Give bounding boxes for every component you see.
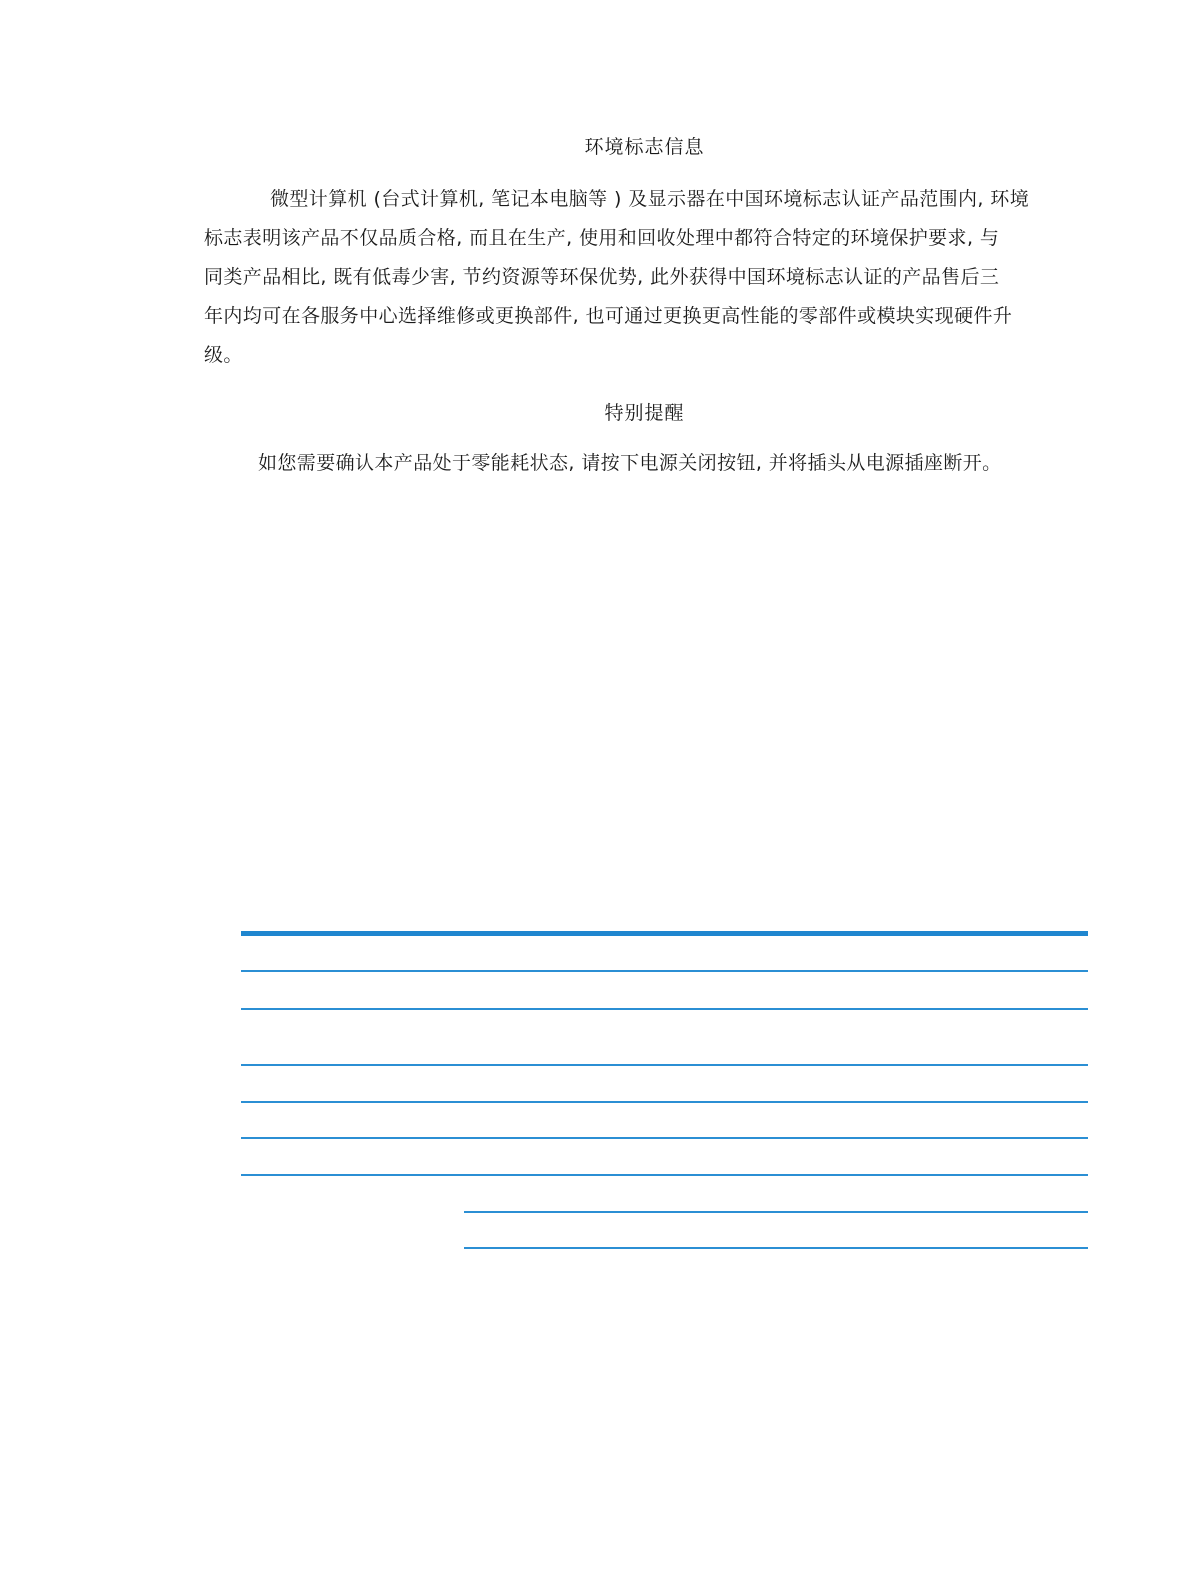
paragraph-line: 同类产品相比, 既有低毒少害, 节约资源等环保优势, 此外获得中国环境标志认证的产品售后三 xyxy=(204,266,1000,288)
table-top-rule xyxy=(241,931,1088,936)
environment-label-title: 环境标志信息 xyxy=(584,136,705,158)
paragraph-line: 标志表明该产品不仅品质合格, 而且在生产, 使用和回收处理中都符合特定的环境保护要求, 与 xyxy=(204,227,1000,249)
table-row-divider xyxy=(241,1008,1088,1010)
table-row-divider xyxy=(464,1247,1088,1249)
table-row-divider xyxy=(241,1174,1088,1176)
table-row-divider xyxy=(464,1211,1088,1213)
table-row-divider xyxy=(241,1137,1088,1139)
special-reminder-title: 特别提醒 xyxy=(604,402,685,424)
paragraph-line: 年内均可在各服务中心选择维修或更换部件, 也可通过更换更高性能的零部件或模块实现硬件升 xyxy=(204,305,1013,327)
paragraph-line: 微型计算机 (台式计算机, 笔记本电脑等 ) 及显示器在中国环境标志认证产品范围内, 环境 xyxy=(270,188,1030,210)
special-reminder-paragraph: 如您需要确认本产品处于零能耗状态, 请按下电源关闭按钮, 并将插头从电源插座断开。 xyxy=(258,452,1002,474)
table-row-divider xyxy=(241,1064,1088,1066)
environment-label-paragraph xyxy=(204,180,1066,375)
table-row-divider xyxy=(241,970,1088,972)
paragraph-line: 级。 xyxy=(204,344,243,366)
table-row-divider xyxy=(241,1101,1088,1103)
